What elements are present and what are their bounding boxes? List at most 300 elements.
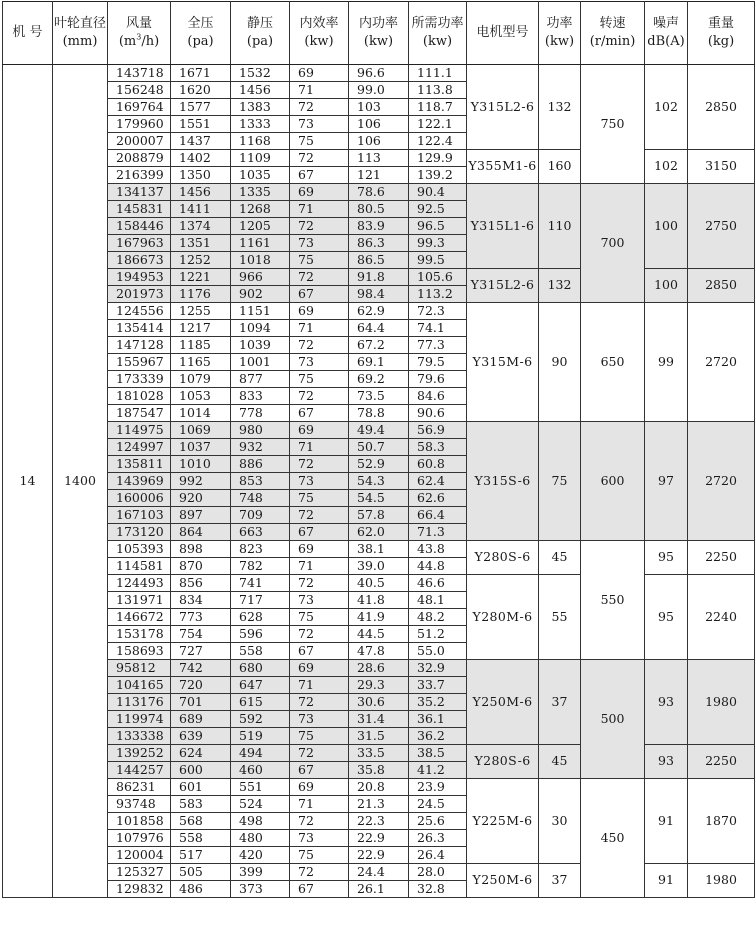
cell-total-pressure: 1620	[171, 82, 231, 99]
cell-total-pressure: 864	[171, 524, 231, 541]
header-impeller-diameter: 叶轮直径 (mm)	[53, 2, 108, 65]
speed-cell: 600	[581, 422, 645, 541]
cell-static-pressure: 1333	[231, 116, 290, 133]
cell-airflow: 104165	[108, 677, 171, 694]
motor-power-cell: 132	[539, 269, 581, 303]
cell-static-pressure: 519	[231, 728, 290, 745]
cell-internal-power: 50.7	[349, 439, 409, 456]
cell-total-pressure: 624	[171, 745, 231, 762]
cell-airflow: 125327	[108, 864, 171, 881]
cell-internal-power: 57.8	[349, 507, 409, 524]
motor-model-cell: Y250M-6	[467, 864, 539, 898]
header-speed: 转速 (r/min)	[581, 2, 645, 65]
cell-required-power: 74.1	[409, 320, 467, 337]
cell-required-power: 92.5	[409, 201, 467, 218]
cell-total-pressure: 505	[171, 864, 231, 881]
cell-airflow: 139252	[108, 745, 171, 762]
motor-power-cell: 132	[539, 65, 581, 150]
cell-static-pressure: 1383	[231, 99, 290, 116]
cell-static-pressure: 524	[231, 796, 290, 813]
cell-airflow: 186673	[108, 252, 171, 269]
cell-internal-efficiency: 73	[290, 830, 349, 847]
cell-static-pressure: 782	[231, 558, 290, 575]
cell-total-pressure: 1437	[171, 133, 231, 150]
cell-required-power: 139.2	[409, 167, 467, 184]
cell-required-power: 84.6	[409, 388, 467, 405]
cell-total-pressure: 1221	[171, 269, 231, 286]
cell-internal-power: 22.9	[349, 830, 409, 847]
weight-cell: 2720	[688, 422, 755, 541]
cell-required-power: 71.3	[409, 524, 467, 541]
cell-required-power: 48.2	[409, 609, 467, 626]
motor-model-cell: Y315L1-6	[467, 184, 539, 269]
cell-airflow: 101858	[108, 813, 171, 830]
cell-airflow: 179960	[108, 116, 171, 133]
motor-power-cell: 37	[539, 864, 581, 898]
cell-internal-efficiency: 67	[290, 643, 349, 660]
cell-static-pressure: 592	[231, 711, 290, 728]
cell-total-pressure: 1374	[171, 218, 231, 235]
weight-cell: 1980	[688, 864, 755, 898]
cell-static-pressure: 480	[231, 830, 290, 847]
weight-cell: 2850	[688, 269, 755, 303]
cell-airflow: 158693	[108, 643, 171, 660]
cell-internal-efficiency: 75	[290, 252, 349, 269]
weight-cell: 1980	[688, 660, 755, 745]
cell-internal-power: 83.9	[349, 218, 409, 235]
cell-required-power: 25.6	[409, 813, 467, 830]
cell-airflow: 124997	[108, 439, 171, 456]
cell-internal-efficiency: 67	[290, 286, 349, 303]
cell-total-pressure: 897	[171, 507, 231, 524]
weight-cell: 2750	[688, 184, 755, 269]
cell-internal-efficiency: 72	[290, 337, 349, 354]
cell-airflow: 169764	[108, 99, 171, 116]
cell-total-pressure: 742	[171, 660, 231, 677]
cell-internal-power: 67.2	[349, 337, 409, 354]
weight-cell: 1870	[688, 779, 755, 864]
noise-cell: 91	[645, 864, 688, 898]
cell-required-power: 118.7	[409, 99, 467, 116]
header-internal-efficiency: 内效率 (kw)	[290, 2, 349, 65]
cell-airflow: 95812	[108, 660, 171, 677]
cell-total-pressure: 773	[171, 609, 231, 626]
cell-total-pressure: 1010	[171, 456, 231, 473]
cell-airflow: 120004	[108, 847, 171, 864]
cell-airflow: 160006	[108, 490, 171, 507]
cell-required-power: 62.4	[409, 473, 467, 490]
cell-total-pressure: 1176	[171, 286, 231, 303]
cell-internal-power: 44.5	[349, 626, 409, 643]
cell-airflow: 114581	[108, 558, 171, 575]
table-row	[3, 660, 755, 677]
cell-airflow: 167103	[108, 507, 171, 524]
cell-static-pressure: 748	[231, 490, 290, 507]
header-power: 功率 (kw)	[539, 2, 581, 65]
cell-internal-efficiency: 72	[290, 575, 349, 592]
cell-total-pressure: 486	[171, 881, 231, 898]
table-header	[3, 2, 755, 65]
cell-internal-power: 31.4	[349, 711, 409, 728]
cell-static-pressure: 778	[231, 405, 290, 422]
cell-internal-power: 22.9	[349, 847, 409, 864]
cell-static-pressure: 1151	[231, 303, 290, 320]
cell-required-power: 60.8	[409, 456, 467, 473]
cell-static-pressure: 680	[231, 660, 290, 677]
cell-internal-power: 28.6	[349, 660, 409, 677]
cell-static-pressure: 1035	[231, 167, 290, 184]
cell-static-pressure: 717	[231, 592, 290, 609]
cell-required-power: 122.4	[409, 133, 467, 150]
cell-required-power: 26.4	[409, 847, 467, 864]
cell-airflow: 181028	[108, 388, 171, 405]
cell-static-pressure: 1039	[231, 337, 290, 354]
header-noise: 噪声 dB(A)	[645, 2, 688, 65]
cell-static-pressure: 647	[231, 677, 290, 694]
weight-cell: 2720	[688, 303, 755, 422]
cell-total-pressure: 689	[171, 711, 231, 728]
cell-internal-efficiency: 72	[290, 507, 349, 524]
cell-required-power: 55.0	[409, 643, 467, 660]
weight-cell: 2250	[688, 745, 755, 779]
cell-required-power: 111.1	[409, 65, 467, 82]
noise-cell: 100	[645, 184, 688, 269]
cell-static-pressure: 628	[231, 609, 290, 626]
cell-internal-efficiency: 69	[290, 184, 349, 201]
cell-airflow: 134137	[108, 184, 171, 201]
cell-total-pressure: 1217	[171, 320, 231, 337]
motor-model-cell: Y315S-6	[467, 422, 539, 541]
cell-required-power: 105.6	[409, 269, 467, 286]
cell-static-pressure: 1456	[231, 82, 290, 99]
cell-airflow: 173339	[108, 371, 171, 388]
cell-required-power: 66.4	[409, 507, 467, 524]
cell-internal-power: 113	[349, 150, 409, 167]
cell-static-pressure: 1001	[231, 354, 290, 371]
cell-total-pressure: 1402	[171, 150, 231, 167]
table-row	[3, 303, 755, 320]
cell-internal-power: 69.1	[349, 354, 409, 371]
cell-internal-power: 26.1	[349, 881, 409, 898]
cell-airflow: 173120	[108, 524, 171, 541]
cell-airflow: 86231	[108, 779, 171, 796]
speed-cell: 450	[581, 779, 645, 898]
cell-total-pressure: 1069	[171, 422, 231, 439]
cell-required-power: 99.5	[409, 252, 467, 269]
cell-required-power: 129.9	[409, 150, 467, 167]
cell-internal-efficiency: 67	[290, 881, 349, 898]
cell-internal-power: 38.1	[349, 541, 409, 558]
cell-required-power: 90.6	[409, 405, 467, 422]
cell-total-pressure: 701	[171, 694, 231, 711]
cell-static-pressure: 420	[231, 847, 290, 864]
cell-airflow: 135414	[108, 320, 171, 337]
motor-model-cell: Y280S-6	[467, 541, 539, 575]
speed-cell: 500	[581, 660, 645, 779]
cell-internal-efficiency: 67	[290, 524, 349, 541]
cell-required-power: 23.9	[409, 779, 467, 796]
cell-internal-efficiency: 72	[290, 456, 349, 473]
cell-total-pressure: 727	[171, 643, 231, 660]
cell-internal-power: 39.0	[349, 558, 409, 575]
speed-cell: 550	[581, 541, 645, 660]
cell-internal-power: 86.5	[349, 252, 409, 269]
noise-cell: 91	[645, 779, 688, 864]
cell-internal-efficiency: 73	[290, 235, 349, 252]
cell-required-power: 32.9	[409, 660, 467, 677]
cell-internal-efficiency: 72	[290, 694, 349, 711]
cell-internal-power: 49.4	[349, 422, 409, 439]
cell-internal-power: 64.4	[349, 320, 409, 337]
noise-cell: 93	[645, 660, 688, 745]
cell-total-pressure: 992	[171, 473, 231, 490]
cell-internal-power: 98.4	[349, 286, 409, 303]
cell-internal-efficiency: 69	[290, 303, 349, 320]
cell-required-power: 48.1	[409, 592, 467, 609]
motor-model-cell: Y315L2-6	[467, 269, 539, 303]
cell-internal-efficiency: 67	[290, 762, 349, 779]
motor-model-cell: Y355M1-6	[467, 150, 539, 184]
cell-static-pressure: 1018	[231, 252, 290, 269]
cell-internal-efficiency: 69	[290, 65, 349, 82]
cell-internal-power: 35.8	[349, 762, 409, 779]
cell-internal-power: 86.3	[349, 235, 409, 252]
cell-internal-power: 54.5	[349, 490, 409, 507]
cell-airflow: 200007	[108, 133, 171, 150]
cell-internal-power: 121	[349, 167, 409, 184]
cell-internal-power: 33.5	[349, 745, 409, 762]
cell-internal-efficiency: 72	[290, 745, 349, 762]
table-body	[3, 65, 755, 898]
cell-internal-efficiency: 69	[290, 422, 349, 439]
cell-internal-power: 29.3	[349, 677, 409, 694]
cell-static-pressure: 966	[231, 269, 290, 286]
cell-internal-efficiency: 69	[290, 779, 349, 796]
cell-airflow: 155967	[108, 354, 171, 371]
header-required-power: 所需功率 (kw)	[409, 2, 467, 65]
cell-required-power: 44.8	[409, 558, 467, 575]
cell-internal-efficiency: 72	[290, 626, 349, 643]
cell-required-power: 41.2	[409, 762, 467, 779]
cell-airflow: 143718	[108, 65, 171, 82]
table-row	[3, 184, 755, 201]
cell-internal-power: 78.6	[349, 184, 409, 201]
header-machine-no: 机 号	[3, 2, 53, 65]
cell-total-pressure: 898	[171, 541, 231, 558]
cell-internal-efficiency: 75	[290, 847, 349, 864]
cell-static-pressure: 902	[231, 286, 290, 303]
cell-airflow: 146672	[108, 609, 171, 626]
speed-cell: 650	[581, 303, 645, 422]
motor-model-cell: Y280S-6	[467, 745, 539, 779]
machine-no-cell: 14	[3, 65, 53, 898]
cell-total-pressure: 601	[171, 779, 231, 796]
cell-internal-efficiency: 72	[290, 99, 349, 116]
motor-model-cell: Y250M-6	[467, 660, 539, 745]
cell-total-pressure: 1350	[171, 167, 231, 184]
cell-static-pressure: 741	[231, 575, 290, 592]
cell-static-pressure: 460	[231, 762, 290, 779]
cell-airflow: 167963	[108, 235, 171, 252]
cell-required-power: 113.2	[409, 286, 467, 303]
table-row	[3, 779, 755, 796]
noise-cell: 95	[645, 541, 688, 575]
motor-power-cell: 160	[539, 150, 581, 184]
cell-internal-efficiency: 75	[290, 728, 349, 745]
cell-internal-power: 40.5	[349, 575, 409, 592]
cell-internal-efficiency: 75	[290, 133, 349, 150]
cell-total-pressure: 1252	[171, 252, 231, 269]
cell-required-power: 33.7	[409, 677, 467, 694]
cell-airflow: 124556	[108, 303, 171, 320]
noise-cell: 102	[645, 65, 688, 150]
noise-cell: 95	[645, 575, 688, 660]
cell-airflow: 107976	[108, 830, 171, 847]
cell-internal-power: 41.9	[349, 609, 409, 626]
cell-required-power: 24.5	[409, 796, 467, 813]
cell-static-pressure: 709	[231, 507, 290, 524]
cell-internal-efficiency: 71	[290, 796, 349, 813]
cell-required-power: 56.9	[409, 422, 467, 439]
cell-airflow: 156248	[108, 82, 171, 99]
cell-required-power: 36.1	[409, 711, 467, 728]
cell-internal-efficiency: 72	[290, 218, 349, 235]
motor-power-cell: 75	[539, 422, 581, 541]
cell-airflow: 114975	[108, 422, 171, 439]
cell-static-pressure: 399	[231, 864, 290, 881]
noise-cell: 100	[645, 269, 688, 303]
cell-total-pressure: 1577	[171, 99, 231, 116]
weight-cell: 2250	[688, 541, 755, 575]
header-airflow: 风量 $(m^3/h)$	[108, 2, 171, 65]
cell-required-power: 51.2	[409, 626, 467, 643]
cell-static-pressure: 1532	[231, 65, 290, 82]
cell-internal-power: 31.5	[349, 728, 409, 745]
cell-static-pressure: 877	[231, 371, 290, 388]
cell-static-pressure: 494	[231, 745, 290, 762]
cell-static-pressure: 1109	[231, 150, 290, 167]
cell-internal-efficiency: 67	[290, 167, 349, 184]
cell-internal-power: 62.9	[349, 303, 409, 320]
cell-total-pressure: 568	[171, 813, 231, 830]
cell-airflow: 147128	[108, 337, 171, 354]
cell-airflow: 129832	[108, 881, 171, 898]
cell-internal-efficiency: 71	[290, 320, 349, 337]
cell-internal-power: 73.5	[349, 388, 409, 405]
cell-required-power: 79.5	[409, 354, 467, 371]
cell-static-pressure: 1161	[231, 235, 290, 252]
cell-internal-power: 52.9	[349, 456, 409, 473]
cell-required-power: 36.2	[409, 728, 467, 745]
cell-static-pressure: 551	[231, 779, 290, 796]
cell-airflow: 153178	[108, 626, 171, 643]
header-motor-model: 电机型号	[467, 2, 539, 65]
table-row	[3, 422, 755, 439]
cell-airflow: 113176	[108, 694, 171, 711]
cell-total-pressure: 1053	[171, 388, 231, 405]
cell-static-pressure: 1094	[231, 320, 290, 337]
cell-internal-efficiency: 75	[290, 490, 349, 507]
cell-internal-power: 106	[349, 116, 409, 133]
noise-cell: 93	[645, 745, 688, 779]
cell-total-pressure: 870	[171, 558, 231, 575]
cell-internal-power: 78.8	[349, 405, 409, 422]
cell-internal-power: 99.0	[349, 82, 409, 99]
cell-internal-efficiency: 73	[290, 711, 349, 728]
speed-cell: 700	[581, 184, 645, 303]
cell-static-pressure: 980	[231, 422, 290, 439]
cell-required-power: 26.3	[409, 830, 467, 847]
cell-internal-efficiency: 71	[290, 558, 349, 575]
cell-airflow: 93748	[108, 796, 171, 813]
cell-required-power: 96.5	[409, 218, 467, 235]
cell-internal-power: 54.3	[349, 473, 409, 490]
cell-airflow: 208879	[108, 150, 171, 167]
cell-internal-power: 20.8	[349, 779, 409, 796]
cell-required-power: 38.5	[409, 745, 467, 762]
noise-cell: 97	[645, 422, 688, 541]
header-total-pressure: 全压 (pa)	[171, 2, 231, 65]
header-static-pressure: 静压 (pa)	[231, 2, 290, 65]
cell-static-pressure: 615	[231, 694, 290, 711]
cell-required-power: 43.8	[409, 541, 467, 558]
cell-internal-efficiency: 72	[290, 813, 349, 830]
cell-required-power: 122.1	[409, 116, 467, 133]
noise-cell: 99	[645, 303, 688, 422]
cell-internal-efficiency: 71	[290, 439, 349, 456]
weight-cell: 2850	[688, 65, 755, 150]
cell-airflow: 133338	[108, 728, 171, 745]
noise-cell: 102	[645, 150, 688, 184]
header-weight: 重量 (kg)	[688, 2, 755, 65]
cell-required-power: 46.6	[409, 575, 467, 592]
cell-internal-power: 21.3	[349, 796, 409, 813]
cell-total-pressure: 1079	[171, 371, 231, 388]
motor-power-cell: 90	[539, 303, 581, 422]
cell-static-pressure: 823	[231, 541, 290, 558]
cell-total-pressure: 720	[171, 677, 231, 694]
motor-power-cell: 37	[539, 660, 581, 745]
cell-internal-power: 96.6	[349, 65, 409, 82]
cell-total-pressure: 856	[171, 575, 231, 592]
cell-internal-efficiency: 73	[290, 354, 349, 371]
cell-static-pressure: 833	[231, 388, 290, 405]
motor-power-cell: 30	[539, 779, 581, 864]
cell-required-power: 35.2	[409, 694, 467, 711]
table-row	[3, 541, 755, 558]
cell-total-pressure: 1351	[171, 235, 231, 252]
cell-airflow: 144257	[108, 762, 171, 779]
cell-total-pressure: 517	[171, 847, 231, 864]
cell-required-power: 58.3	[409, 439, 467, 456]
motor-power-cell: 110	[539, 184, 581, 269]
cell-required-power: 90.4	[409, 184, 467, 201]
cell-static-pressure: 1205	[231, 218, 290, 235]
cell-required-power: 72.3	[409, 303, 467, 320]
cell-airflow: 194953	[108, 269, 171, 286]
cell-airflow: 131971	[108, 592, 171, 609]
cell-total-pressure: 1551	[171, 116, 231, 133]
motor-model-cell: Y280M-6	[467, 575, 539, 660]
cell-internal-efficiency: 67	[290, 405, 349, 422]
cell-airflow: 216399	[108, 167, 171, 184]
cell-static-pressure: 558	[231, 643, 290, 660]
motor-power-cell: 45	[539, 745, 581, 779]
cell-internal-efficiency: 72	[290, 150, 349, 167]
motor-model-cell: Y315M-6	[467, 303, 539, 422]
cell-total-pressure: 1185	[171, 337, 231, 354]
cell-internal-efficiency: 73	[290, 592, 349, 609]
